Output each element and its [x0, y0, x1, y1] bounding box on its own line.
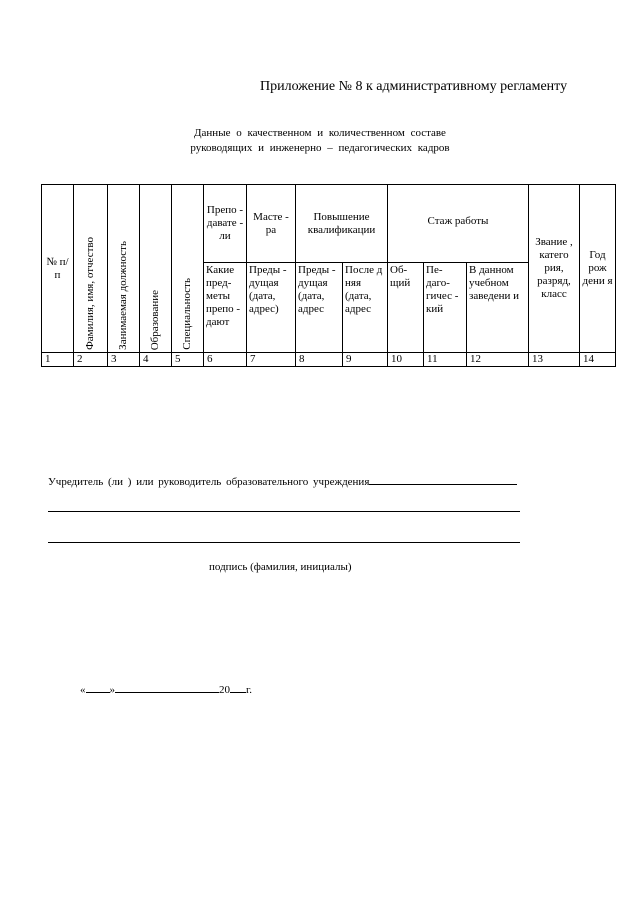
header-experience-institution: В данном учебном заведени и [467, 263, 529, 353]
header-education [140, 185, 172, 353]
blank-line-1[interactable] [48, 511, 520, 512]
header-masters: Масте - ра [247, 185, 296, 263]
appendix-title: Приложение № 8 к административному регламенту [260, 79, 568, 94]
column-number: 1 [42, 353, 74, 367]
staff-table [41, 184, 616, 367]
header-title: Звание , катего рия, разряд, класс [529, 185, 580, 353]
column-number: 6 [204, 353, 247, 367]
header-position [108, 185, 140, 353]
header-last-qualification: После д няя (дата, адрес [343, 263, 388, 353]
date-day-blank[interactable] [86, 682, 110, 693]
column-number: 8 [296, 353, 343, 367]
header-birth-year: Год рож дени я [580, 185, 616, 353]
column-number: 13 [529, 353, 580, 367]
column-number: 11 [424, 353, 467, 367]
header-experience-total: Об- щий [388, 263, 424, 353]
founder-label: Учредитель (ли ) или руководитель образовательного учреждения [48, 476, 370, 488]
header-experience: Стаж работы [388, 185, 529, 263]
date-close-quote: » [109, 684, 115, 696]
column-numbers-row [42, 353, 616, 367]
header-experience-pedagogical: Пе- даго- гичес - кий [424, 263, 467, 353]
column-number: 12 [467, 353, 529, 367]
column-number: 2 [74, 353, 108, 367]
date-year-suffix: г. [246, 684, 253, 696]
date-open-quote: « [80, 684, 86, 696]
header-no: № п/ п [42, 185, 74, 353]
header-position-text: Занимаемая должность [117, 241, 129, 350]
header-teachers: Препо - давате - ли [204, 185, 247, 263]
header-previous-masters: Преды - дущая (дата, адрес) [247, 263, 296, 353]
subtitle-line-1: Данные о качественном и количественном составе [194, 127, 446, 139]
header-qualification: Повышение квалификации [296, 185, 388, 263]
table-header-row-1 [42, 185, 616, 263]
blank-line-2[interactable] [48, 542, 520, 543]
column-number: 5 [172, 353, 204, 367]
column-number: 14 [580, 353, 616, 367]
date-line [80, 682, 252, 696]
founder-blank[interactable] [369, 474, 517, 485]
founder-line [48, 474, 517, 488]
column-number: 9 [343, 353, 388, 367]
header-specialty-text: Специальность [181, 278, 193, 350]
subtitle-line-2: руководящих и инженерно – педагогических кадров [190, 142, 450, 154]
header-previous-qualification: Преды - дущая (дата, адрес [296, 263, 343, 353]
column-number: 7 [247, 353, 296, 367]
header-name-text: Фамилия, имя, отчество [84, 237, 96, 350]
header-specialty [172, 185, 204, 353]
column-number: 3 [108, 353, 140, 367]
signature-caption: подпись (фамилия, инициалы) [209, 561, 352, 573]
column-number: 10 [388, 353, 424, 367]
date-year-blank[interactable] [230, 682, 246, 693]
date-month-blank[interactable] [115, 682, 219, 693]
header-subjects: Какие пред- меты препо - дают [204, 263, 247, 353]
header-name [74, 185, 108, 353]
column-number: 4 [140, 353, 172, 367]
date-year-prefix: 20 [219, 684, 230, 696]
header-education-text: Образование [149, 289, 161, 350]
staff-table-wrapper [41, 184, 616, 367]
document-subtitle [100, 126, 540, 156]
